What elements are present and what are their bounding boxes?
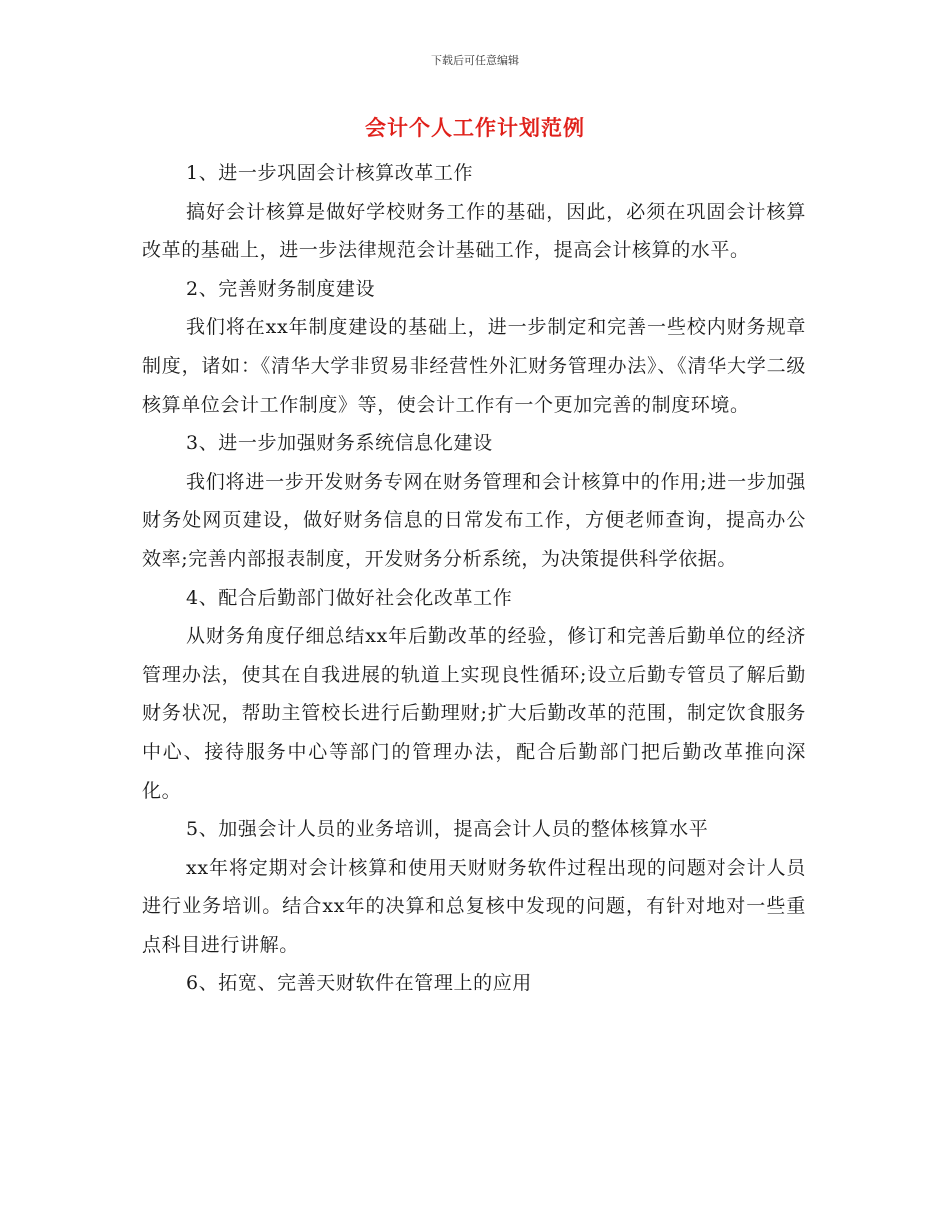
- section-heading: 2、完善财务制度建设: [186, 277, 376, 300]
- section-paragraph: 从财务角度仔细总结xx年后勤改革的经验，修订和完善后勤单位的经济管理办法，使其在自我进展的轨道上实现良性循环;设立后勤专管员了解后勤财务状况，帮助主管校长进行后勤理财;扩大后勤改革的范围，制定饮食服务中心、接待服务中心等部门的管理办法，配合后勤部门把后勤改革推向深化。: [142, 625, 806, 802]
- section-paragraph: 搞好会计核算是做好学校财务工作的基础，因此，必须在巩固会计核算改革的基础上，进一步法律规范会计基础工作，提高会计核算的水平。: [142, 200, 806, 262]
- section-heading: 6、拓宽、完善天财软件在管理上的应用: [186, 972, 532, 995]
- document-body: [142, 154, 806, 1003]
- header-note: 下载后可任意编辑: [431, 54, 519, 67]
- section-heading: 3、进一步加强财务系统信息化建设: [186, 432, 493, 455]
- section-heading: 5、加强会计人员的业务培训，提高会计人员的整体核算水平: [186, 818, 709, 841]
- section-heading: 4、配合后勤部门做好社会化改革工作: [186, 586, 513, 609]
- section-paragraph: 我们将进一步开发财务专网在财务管理和会计核算中的作用;进一步加强财务处网页建设，做好财务信息的日常发布工作，方便老师查询，提高办公效率;完善内部报表制度，开发财务分析系统，为决策提供科学依据。: [142, 470, 806, 570]
- document-title: 会计个人工作计划范例: [365, 116, 585, 140]
- section-heading: 1、进一步巩固会计核算改革工作: [186, 162, 474, 184]
- section-paragraph: 我们将在xx年制度建设的基础上，进一步制定和完善一些校内财务规章制度，诸如：《清华大学非贸易非经营性外汇财务管理办法》、《清华大学二级核算单位会计工作制度》等，使会计工作有一个更加完善的制度环境。: [142, 316, 806, 416]
- section-paragraph: xx年将定期对会计核算和使用天财财务软件过程出现的问题对会计人员进行业务培训。结合xx年的决算和总复核中发现的问题，有针对地对一些重点科目进行讲解。: [142, 856, 806, 956]
